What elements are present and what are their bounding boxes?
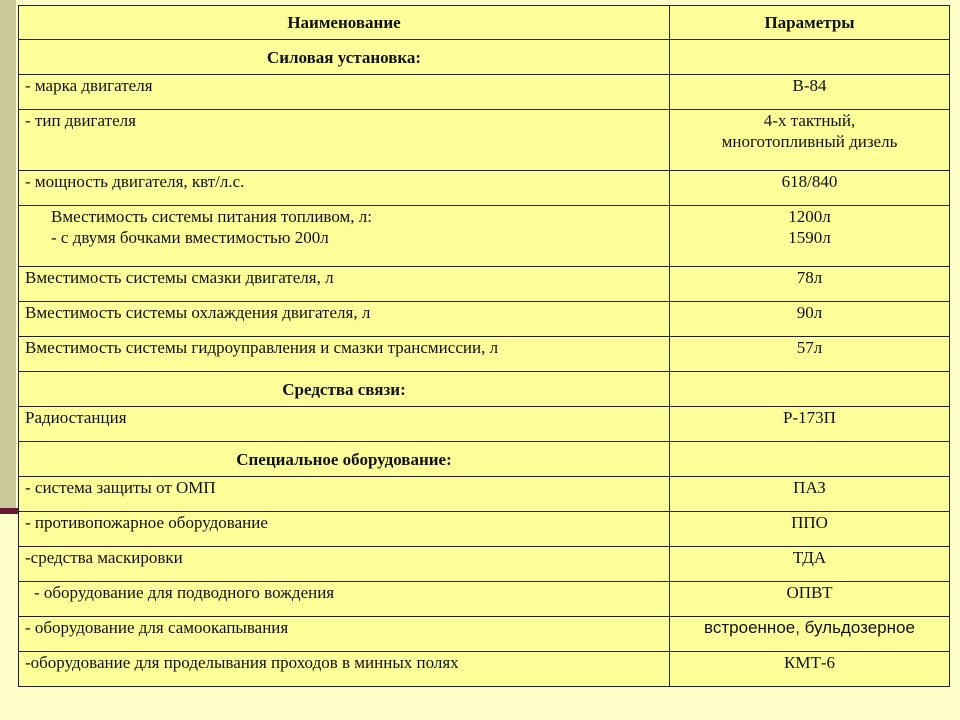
row-name: - система защиты от ОМП	[19, 477, 670, 512]
row-value: 618/840	[670, 171, 950, 206]
header-name: Наименование	[19, 6, 670, 40]
section-row-special	[19, 442, 950, 477]
row-value: встроенное, бульдозерное	[670, 617, 950, 652]
row-name: Вместимость системы охлаждения двигателя, л	[19, 302, 670, 337]
row-name: Вместимость системы гидроуправления и смазки трансмиссии, л	[19, 337, 670, 372]
slide-side-bar	[0, 0, 16, 510]
section-empty-cell	[670, 40, 950, 75]
section-empty-cell	[670, 372, 950, 407]
row-value: ППО	[670, 512, 950, 547]
table-row	[19, 206, 950, 267]
name-line: Вместимость системы питания топливом, л:	[51, 207, 372, 226]
row-name: -оборудование для проделывания проходов в минных полях	[19, 652, 670, 687]
table-row	[19, 547, 950, 582]
section-title: Средства связи:	[19, 372, 670, 407]
row-name: -средства маскировки	[19, 547, 670, 582]
row-value: 90л	[670, 302, 950, 337]
table-row	[19, 302, 950, 337]
table-row	[19, 171, 950, 206]
row-value: Р-173П	[670, 407, 950, 442]
row-name: - противопожарное оборудование	[19, 512, 670, 547]
row-value	[670, 206, 950, 267]
row-value: КМТ-6	[670, 652, 950, 687]
table-row	[19, 477, 950, 512]
section-empty-cell	[670, 442, 950, 477]
value-line: 1200л	[788, 207, 831, 226]
row-value: ТДА	[670, 547, 950, 582]
table-row	[19, 512, 950, 547]
row-value: В-84	[670, 75, 950, 110]
row-name: - мощность двигателя, квт/л.с.	[19, 171, 670, 206]
slide-side-accent-line	[0, 508, 18, 514]
row-value: ОПВТ	[670, 582, 950, 617]
row-name: Вместимость системы смазки двигателя, л	[19, 267, 670, 302]
value-line: 4-х тактный,	[763, 111, 856, 130]
row-value: ПАЗ	[670, 477, 950, 512]
spec-table	[18, 5, 950, 687]
table-row	[19, 267, 950, 302]
table-row	[19, 337, 950, 372]
row-name: - тип двигателя	[19, 110, 670, 171]
table-row	[19, 110, 950, 171]
row-name: - оборудование для подводного вождения	[19, 582, 670, 617]
section-title: Специальное оборудование:	[19, 442, 670, 477]
value-line: многотопливный дизель	[721, 132, 898, 151]
row-name: - марка двигателя	[19, 75, 670, 110]
row-name: Радиостанция	[19, 407, 670, 442]
row-value: 57л	[670, 337, 950, 372]
section-row-power	[19, 40, 950, 75]
name-line: - с двумя бочками вместимостью 200л	[51, 228, 329, 247]
row-name	[19, 206, 670, 267]
table-row	[19, 75, 950, 110]
row-name: - оборудование для самоокапывания	[19, 617, 670, 652]
row-value	[670, 110, 950, 171]
section-title: Силовая установка:	[19, 40, 670, 75]
table-row	[19, 652, 950, 687]
header-params: Параметры	[670, 6, 950, 40]
table-row	[19, 617, 950, 652]
value-line: 1590л	[788, 228, 831, 247]
table-header-row	[19, 6, 950, 40]
section-row-comm	[19, 372, 950, 407]
row-value: 78л	[670, 267, 950, 302]
table-row	[19, 582, 950, 617]
table-row	[19, 407, 950, 442]
